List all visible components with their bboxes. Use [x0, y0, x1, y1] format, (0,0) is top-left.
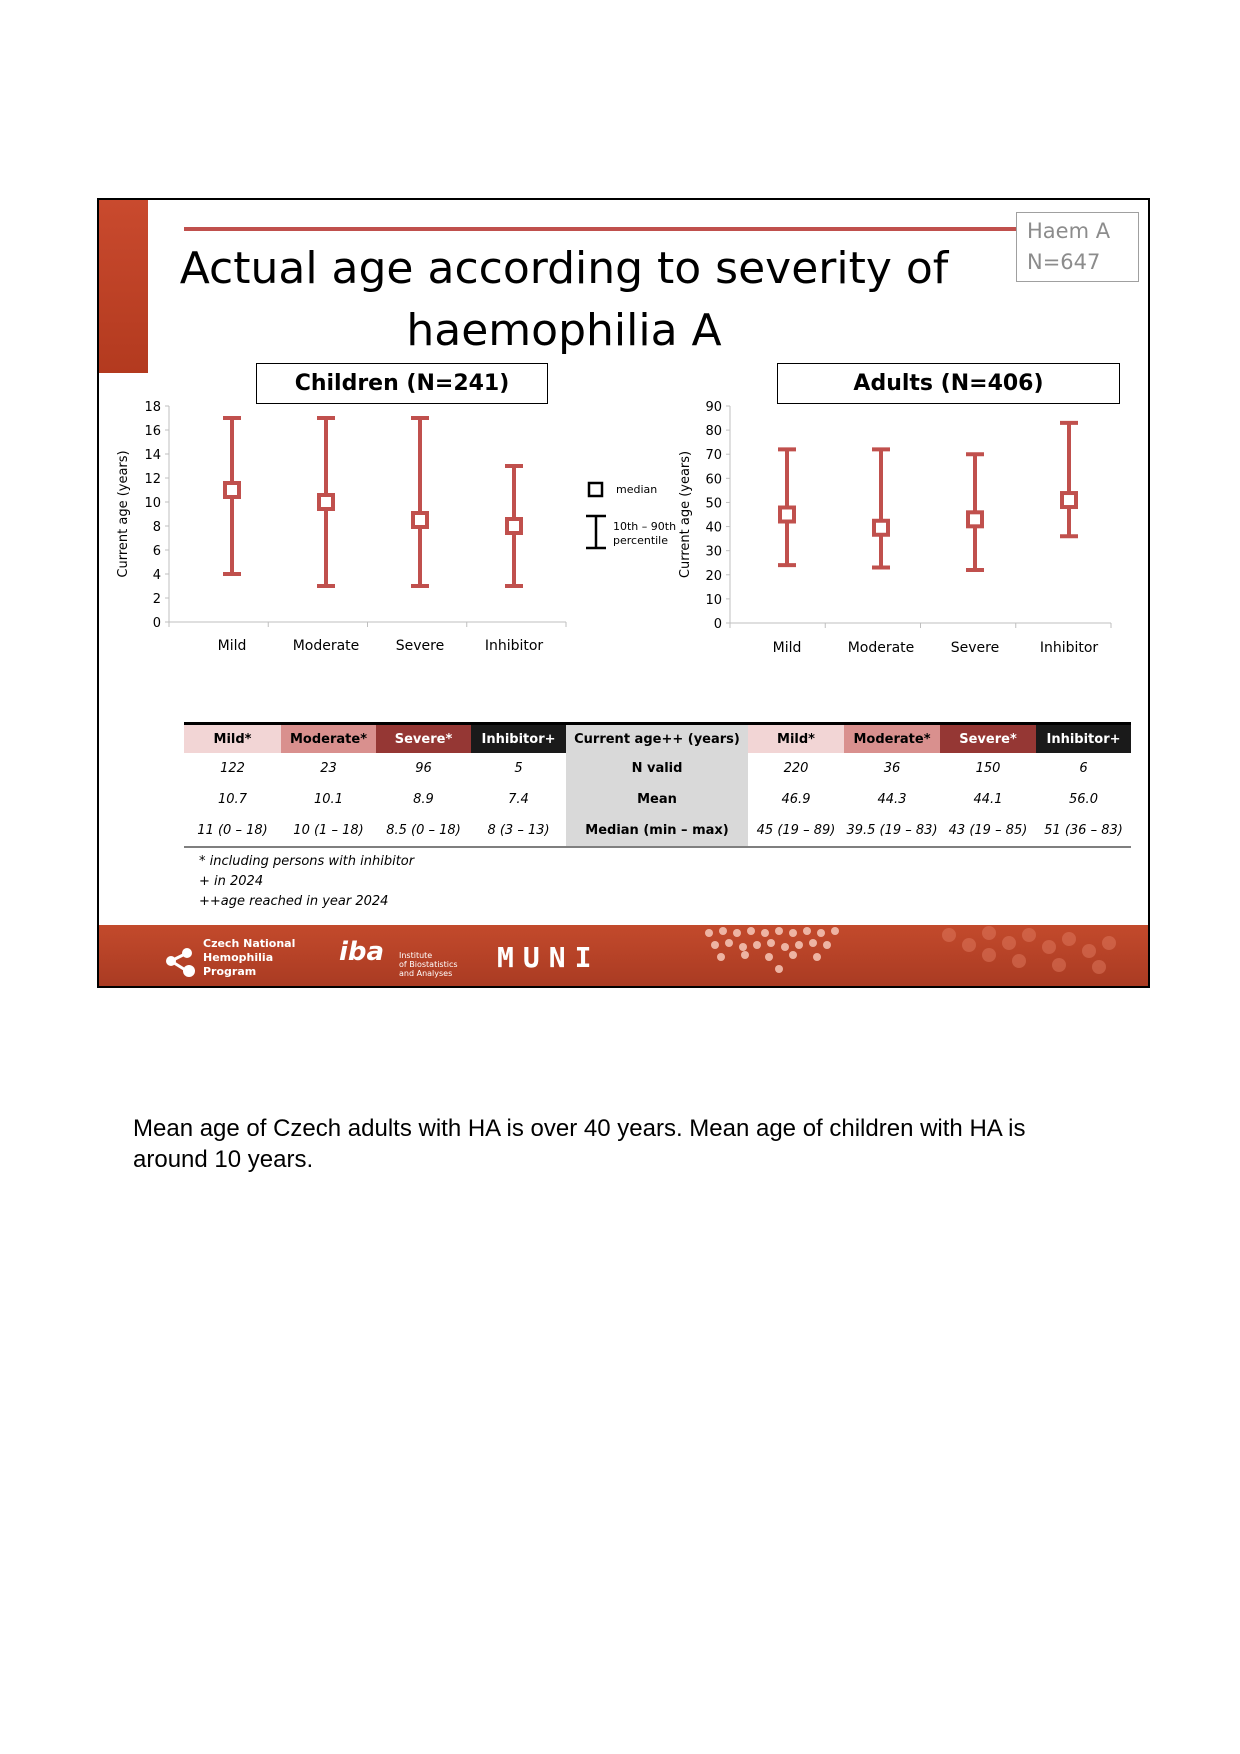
table-cell: 150: [975, 761, 1001, 776]
haem-box-line1: Haem A: [1027, 219, 1111, 243]
decor-dot: [982, 948, 996, 962]
table-row: [184, 815, 1131, 847]
decor-dot: [1012, 954, 1026, 968]
legend-percentile-label: [613, 520, 676, 548]
decor-dot: [823, 941, 831, 949]
header-adults-inhibitor: Inhibitor+: [1036, 724, 1131, 754]
x-category-label: Moderate: [292, 638, 360, 654]
table-cell: 220: [783, 761, 809, 776]
x-category-label: Severe: [950, 640, 1000, 656]
legend-median-symbol: [589, 483, 602, 496]
decor-dot: [789, 951, 797, 959]
decor-dot: [1042, 940, 1056, 954]
x-category-label: Inhibitor: [484, 638, 544, 654]
decor-dot: [982, 926, 996, 940]
decor-dot: [753, 941, 761, 949]
decor-dot: [711, 941, 719, 949]
x-category-label: Moderate: [847, 640, 915, 656]
y-tick-label: 50: [705, 496, 722, 512]
y-tick-label: 18: [144, 400, 161, 415]
table-row: [184, 784, 1131, 815]
decor-dot: [1002, 936, 1016, 950]
decor-dot: [962, 938, 976, 952]
y-tick-label: 12: [144, 472, 161, 487]
cnhp-line: Czech National: [203, 937, 296, 950]
decor-dot: [747, 927, 755, 935]
x-category-label: Mild: [217, 638, 247, 654]
slide-footer: [99, 925, 1150, 988]
legend-percentile-line1: 10th – 90th: [613, 520, 677, 533]
table-row: [184, 753, 1131, 784]
table-row-label: Mean: [566, 784, 748, 815]
decor-dot: [717, 953, 725, 961]
header-adults-moderate: Moderate*: [844, 724, 940, 754]
decor-dot: [725, 939, 733, 947]
y-tick-label: 0: [152, 616, 161, 631]
median-marker: [1062, 493, 1076, 507]
table-cell: 56.0: [1069, 792, 1098, 807]
header-adults-severe: Severe*: [940, 724, 1036, 754]
footnote: * including persons with inhibitor: [199, 854, 415, 869]
y-tick-label: 6: [152, 544, 161, 559]
x-category-label: Inhibitor: [1039, 640, 1099, 656]
table-cell: 44.3: [877, 792, 907, 807]
y-tick-label: 30: [705, 544, 722, 560]
decor-dot: [789, 929, 797, 937]
y-tick-label: 20: [705, 568, 722, 584]
adults-chart: [99, 200, 1150, 722]
decor-dot: [761, 929, 769, 937]
median-marker: [780, 508, 794, 522]
table-cell: 8 (3 – 13): [487, 823, 550, 838]
table-cell: 8.5 (0 – 18): [386, 823, 461, 838]
decor-dot: [831, 927, 839, 935]
table-row-label: Median (min – max): [566, 815, 748, 847]
table-cell: 46.9: [781, 792, 811, 807]
iba-line: of Biostatistics: [399, 960, 458, 969]
table-cell: 5: [514, 761, 523, 776]
y-tick-label: 14: [144, 448, 161, 463]
decor-dot: [942, 928, 956, 942]
table-cell: 39.5 (19 – 83): [846, 823, 938, 838]
median-marker: [874, 521, 888, 535]
table-row-label: N valid: [566, 753, 748, 784]
decor-dot: [781, 943, 789, 951]
decor-dot: [1092, 960, 1106, 974]
table-cell: 11 (0 – 18): [197, 823, 268, 838]
header-metric: Current age++ (years): [566, 724, 748, 754]
decor-dot: [733, 929, 741, 937]
decor-dot: [741, 951, 749, 959]
decor-dot: [809, 939, 817, 947]
title-line1: Actual age according to severity of: [179, 243, 949, 294]
decor-dot: [795, 941, 803, 949]
y-tick-label: 0: [713, 617, 722, 632]
y-tick-label: 10: [144, 496, 161, 511]
cnhp-line: Hemophilia: [203, 951, 274, 964]
decor-dot: [719, 927, 727, 935]
table-cell: 96: [415, 761, 432, 776]
decor-dot: [705, 929, 713, 937]
decor-dot: [817, 929, 825, 937]
decor-dot: [1062, 932, 1076, 946]
decor-dot: [765, 953, 773, 961]
caption: Mean age of Czech adults with HA is over 40 years. Mean age of children with HA is around 10 years.: [133, 1115, 1026, 1173]
iba-logo-text: [399, 951, 458, 978]
footnote: + in 2024: [199, 874, 264, 889]
haem-box-line2: N=647: [1027, 250, 1101, 274]
adults-chart-title: Adults (N=406): [777, 363, 1120, 404]
y-tick-label: 16: [144, 424, 161, 439]
y-axis-label: Current age (years): [116, 450, 131, 578]
decor-dot: [813, 953, 821, 961]
y-tick-label: 40: [705, 520, 722, 536]
table-cell: 8.9: [413, 792, 434, 807]
iba-logo: [339, 937, 458, 978]
header-children-severe: Severe*: [376, 724, 471, 754]
decor-dot: [1052, 958, 1066, 972]
table-cell: 51 (36 – 83): [1044, 823, 1123, 838]
y-tick-label: 2: [152, 592, 161, 607]
statistics-table: [184, 722, 1131, 848]
footnotes: [199, 852, 414, 912]
header-children-inhibitor: Inhibitor+: [471, 724, 566, 754]
decor-dot: [803, 927, 811, 935]
table-cell: 23: [320, 761, 337, 776]
header-children-moderate: Moderate*: [281, 724, 376, 754]
iba-line: and Analyses: [399, 969, 453, 978]
slide: [97, 198, 1150, 988]
cnhp-logo-icon: [165, 941, 205, 981]
table-cell: 122: [220, 761, 245, 776]
chart-legend: [577, 478, 677, 558]
y-tick-label: 60: [705, 472, 722, 488]
footnote: ++age reached in year 2024: [199, 894, 389, 909]
table-cell: 6: [1079, 761, 1088, 776]
table-cell: 10.7: [218, 792, 247, 807]
y-tick-label: 10: [705, 592, 722, 608]
table-cell: 10 (1 – 18): [293, 823, 364, 838]
cnhp-line: Program: [203, 965, 257, 978]
y-axis-label: Current age (years): [678, 450, 693, 579]
y-tick-label: 8: [152, 520, 161, 535]
decor-dot: [1022, 928, 1036, 942]
decorative-dots: [699, 925, 1149, 988]
title-line2: haemophilia A: [406, 305, 722, 356]
y-tick-label: 90: [705, 400, 722, 415]
table-cell: 7.4: [508, 792, 529, 807]
muni-logo: MUNI: [497, 941, 601, 974]
table-cell: 44.1: [973, 792, 1003, 807]
header-children-mild: Mild*: [184, 724, 281, 754]
decor-dot: [775, 965, 783, 973]
y-tick-label: 80: [705, 424, 722, 440]
table-cell: 36: [883, 761, 901, 776]
table-cell: 45 (19 – 89): [756, 823, 836, 838]
decor-dot: [1102, 936, 1116, 950]
x-category-label: Mild: [772, 640, 802, 656]
legend-percentile-line2: percentile: [613, 534, 669, 547]
children-chart-title: Children (N=241): [256, 363, 548, 404]
table-cell: 43 (19 – 85): [948, 823, 1028, 838]
x-category-label: Severe: [395, 638, 445, 654]
decor-dot: [775, 927, 783, 935]
iba-logo-mark: iba: [339, 937, 385, 967]
cnhp-logo-text: [203, 937, 295, 979]
decor-dot: [739, 943, 747, 951]
table-header-row: [184, 724, 1131, 754]
header-adults-mild: Mild*: [748, 724, 844, 754]
table-body: [184, 753, 1131, 847]
legend-median-label: median: [616, 483, 658, 496]
iba-line: Institute: [399, 951, 433, 960]
decor-dot: [767, 939, 775, 947]
y-tick-label: 70: [705, 448, 722, 464]
table-cell: 10.1: [314, 792, 343, 807]
median-marker: [968, 512, 982, 526]
y-tick-label: 4: [152, 568, 161, 583]
decor-dot: [1082, 944, 1096, 958]
